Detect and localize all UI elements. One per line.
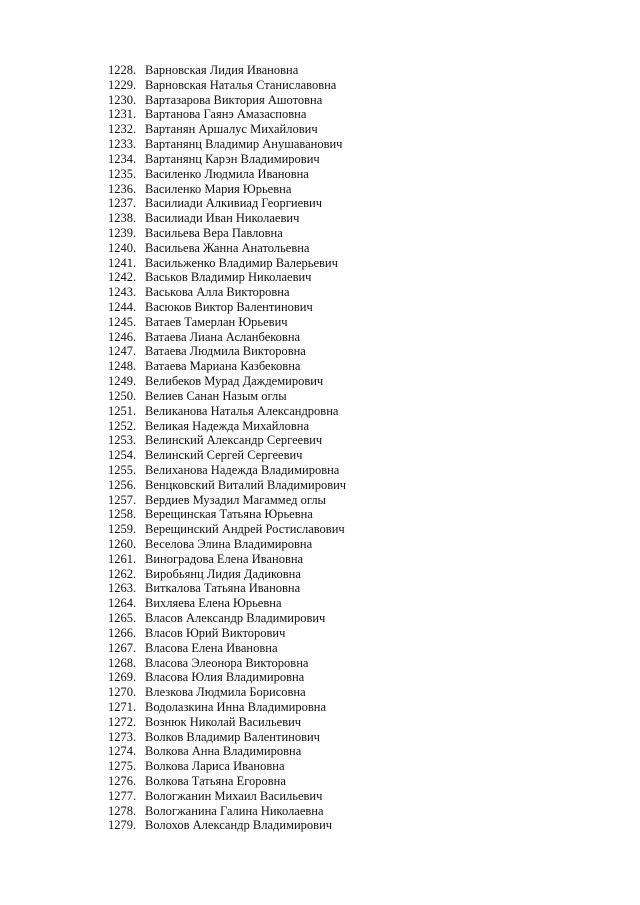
entry-full-name: Ватаева Людмила Викторовна	[145, 344, 306, 359]
entry-number: 1269.	[108, 670, 137, 685]
entry-full-name: Волохов Александр Владимирович	[145, 818, 333, 833]
entry-number: 1237.	[108, 196, 137, 211]
list-item	[108, 656, 346, 671]
list-item	[108, 270, 346, 285]
list-item	[108, 611, 346, 626]
entry-number: 1243.	[108, 285, 137, 300]
entry-full-name: Велиев Санан Назым оглы	[145, 388, 287, 403]
entry-number: 1273.	[108, 729, 137, 744]
entry-number: 1234.	[108, 151, 137, 166]
entry-full-name: Венцковский Виталий Владимирович	[145, 477, 347, 492]
entry-full-name: Велинский Сергей Сергеевич	[145, 448, 303, 463]
entry-number: 1259.	[108, 522, 137, 537]
entry-full-name: Варновская Наталья Станиславовна	[145, 77, 337, 92]
list-item	[108, 137, 346, 152]
list-item	[108, 211, 346, 226]
entry-number: 1240.	[108, 240, 137, 255]
entry-number: 1272.	[108, 714, 137, 729]
list-item	[108, 182, 346, 197]
list-item	[108, 537, 346, 552]
entry-full-name: Васильженко Владимир Валерьевич	[145, 255, 338, 270]
entry-number: 1256.	[108, 477, 137, 492]
entry-full-name: Велинский Александр Сергеевич	[145, 433, 323, 448]
entry-number: 1268.	[108, 655, 137, 670]
list-item	[108, 507, 346, 522]
list-item	[108, 463, 346, 478]
list-item	[108, 670, 346, 685]
entry-number: 1279.	[108, 818, 137, 833]
list-item	[108, 522, 346, 537]
entry-full-name: Великанова Наталья Александровна	[145, 403, 339, 418]
entry-number: 1276.	[108, 774, 137, 788]
entry-number: 1229.	[108, 77, 137, 92]
entry-number: 1270.	[108, 685, 137, 700]
list-item	[108, 715, 346, 730]
entry-full-name: Вартазарова Виктория Ашотовна	[145, 92, 323, 107]
list-item	[108, 256, 346, 271]
entry-full-name: Василиади Иван Николаевич	[145, 211, 300, 226]
list-item	[108, 241, 346, 256]
entry-full-name: Василиади Алкивиад Георгиевич	[145, 196, 322, 211]
entry-full-name: Власова Елена Ивановна	[145, 640, 278, 655]
list-item	[108, 596, 346, 611]
entry-full-name: Васюков Виктор Валентинович	[145, 300, 313, 314]
list-item	[108, 374, 346, 389]
entry-number: 1257.	[108, 492, 137, 507]
entry-number: 1266.	[108, 625, 137, 640]
entry-full-name: Веселова Элина Владимировна	[145, 537, 313, 551]
entry-full-name: Верещинская Татьяна Юрьевна	[145, 507, 313, 522]
list-item	[108, 789, 346, 804]
list-item	[108, 700, 346, 715]
entry-full-name: Волкова Анна Владимировна	[145, 744, 302, 759]
list-item	[108, 285, 346, 300]
list-item	[108, 818, 346, 833]
entry-number: 1250.	[108, 388, 137, 403]
list-item	[108, 122, 346, 137]
entry-number: 1244.	[108, 300, 137, 314]
entry-full-name: Вологжанина Галина Николаевна	[145, 803, 324, 818]
entry-number: 1245.	[108, 314, 137, 329]
list-item	[108, 63, 346, 78]
entry-full-name: Верещинский Андрей Ростиславович	[145, 522, 345, 537]
entry-full-name: Власов Александр Владимирович	[145, 611, 326, 626]
entry-full-name: Виткалова Татьяна Ивановна	[145, 581, 301, 596]
entry-number: 1278.	[108, 803, 137, 818]
entry-full-name: Вартанова Гаянэ Амазасповна	[145, 107, 307, 122]
entry-full-name: Водолазкина Инна Владимировна	[145, 699, 327, 714]
list-item	[108, 167, 346, 182]
entry-full-name: Власов Юрий Викторович	[145, 625, 286, 640]
entry-full-name: Власова Элеонора Викторовна	[145, 655, 309, 670]
entry-full-name: Великая Надежда Михайловна	[145, 418, 310, 433]
entry-number: 1261.	[108, 551, 137, 566]
list-item	[108, 404, 346, 419]
entry-full-name: Вартанянц Владимир Анушаванович	[145, 137, 343, 152]
entry-full-name: Василенко Людмила Ивановна	[145, 166, 309, 181]
list-item	[108, 759, 346, 774]
entry-number: 1271.	[108, 699, 137, 714]
list-item	[108, 93, 346, 108]
list-item	[108, 567, 346, 582]
entry-number: 1252.	[108, 418, 137, 433]
entry-number: 1231.	[108, 107, 137, 122]
list-item	[108, 315, 346, 330]
list-item	[108, 552, 346, 567]
entry-number: 1263.	[108, 581, 137, 596]
entry-full-name: Ватаева Лиана Асланбековна	[145, 329, 301, 344]
entry-number: 1236.	[108, 181, 137, 196]
entry-number: 1253.	[108, 433, 137, 448]
list-item	[108, 804, 346, 819]
entry-number: 1249.	[108, 374, 137, 389]
entry-full-name: Васьков Владимир Николаевич	[145, 270, 312, 285]
entry-number: 1255.	[108, 462, 137, 477]
entry-number: 1232.	[108, 122, 137, 137]
entry-number: 1248.	[108, 359, 137, 374]
list-item	[108, 774, 346, 789]
entry-full-name: Вердиев Музадил Магаммед оглы	[145, 492, 326, 507]
list-item	[108, 641, 346, 656]
entry-full-name: Велиханова Надежда Владимировна	[145, 462, 340, 477]
entry-number: 1262.	[108, 566, 137, 581]
entry-full-name: Васильева Жанна Анатольевна	[145, 240, 310, 255]
list-item	[108, 730, 346, 745]
list-item	[108, 389, 346, 404]
entry-number: 1233.	[108, 137, 137, 152]
entry-full-name: Волкова Татьяна Егоровна	[145, 774, 286, 788]
list-item	[108, 196, 346, 211]
list-item	[108, 419, 346, 434]
list-item	[108, 685, 346, 700]
entry-number: 1275.	[108, 759, 137, 774]
entry-full-name: Вихляева Елена Юрьевна	[145, 596, 282, 611]
entry-number: 1230.	[108, 92, 137, 107]
entry-full-name: Варновская Лидия Ивановна	[145, 63, 299, 77]
entry-full-name: Вартанянц Карэн Владимирович	[145, 151, 320, 166]
numbered-name-list	[108, 63, 346, 833]
entry-number: 1242.	[108, 270, 137, 285]
list-item	[108, 78, 346, 93]
list-item	[108, 744, 346, 759]
list-item	[108, 359, 346, 374]
entry-full-name: Власова Юлия Владимировна	[145, 670, 305, 685]
entry-number: 1260.	[108, 537, 137, 551]
list-item	[108, 581, 346, 596]
entry-number: 1239.	[108, 225, 137, 240]
entry-full-name: Волкова Лариса Ивановна	[145, 759, 285, 774]
entry-full-name: Виробьянц Лидия Дадиковна	[145, 566, 301, 581]
list-item	[108, 478, 346, 493]
list-item	[108, 330, 346, 345]
entry-number: 1258.	[108, 507, 137, 522]
list-item	[108, 493, 346, 508]
entry-number: 1264.	[108, 596, 137, 611]
entry-full-name: Вознюк Николай Васильевич	[145, 714, 302, 729]
entry-full-name: Василенко Мария Юрьевна	[145, 181, 292, 196]
list-item	[108, 107, 346, 122]
list-item	[108, 226, 346, 241]
entry-number: 1254.	[108, 448, 137, 463]
list-item	[108, 626, 346, 641]
entry-full-name: Виноградова Елена Ивановна	[145, 551, 304, 566]
entry-number: 1238.	[108, 211, 137, 226]
entry-number: 1235.	[108, 166, 137, 181]
entry-number: 1251.	[108, 403, 137, 418]
entry-full-name: Ватаева Мариана Казбековна	[145, 359, 301, 374]
entry-number: 1267.	[108, 640, 137, 655]
entry-number: 1265.	[108, 611, 137, 626]
list-item	[108, 152, 346, 167]
entry-number: 1228.	[108, 63, 137, 77]
entry-full-name: Вологжанин Михаил Васильевич	[145, 788, 323, 803]
entry-full-name: Ватаев Тамерлан Юрьевич	[145, 314, 288, 329]
entry-number: 1247.	[108, 344, 137, 359]
entry-number: 1246.	[108, 329, 137, 344]
entry-number: 1241.	[108, 255, 137, 270]
list-item	[108, 344, 346, 359]
entry-full-name: Вартанян Аршалус Михайлович	[145, 122, 318, 137]
entry-full-name: Волков Владимир Валентинович	[145, 729, 320, 744]
list-item	[108, 448, 346, 463]
list-item	[108, 300, 346, 315]
entry-full-name: Васькова Алла Викторовна	[145, 285, 290, 300]
entry-number: 1274.	[108, 744, 137, 759]
entry-full-name: Влезкова Людмила Борисовна	[145, 685, 306, 700]
list-item	[108, 433, 346, 448]
entry-full-name: Велибеков Мурад Даждемирович	[145, 374, 324, 389]
entry-number: 1277.	[108, 788, 137, 803]
entry-full-name: Васильева Вера Павловна	[145, 225, 283, 240]
